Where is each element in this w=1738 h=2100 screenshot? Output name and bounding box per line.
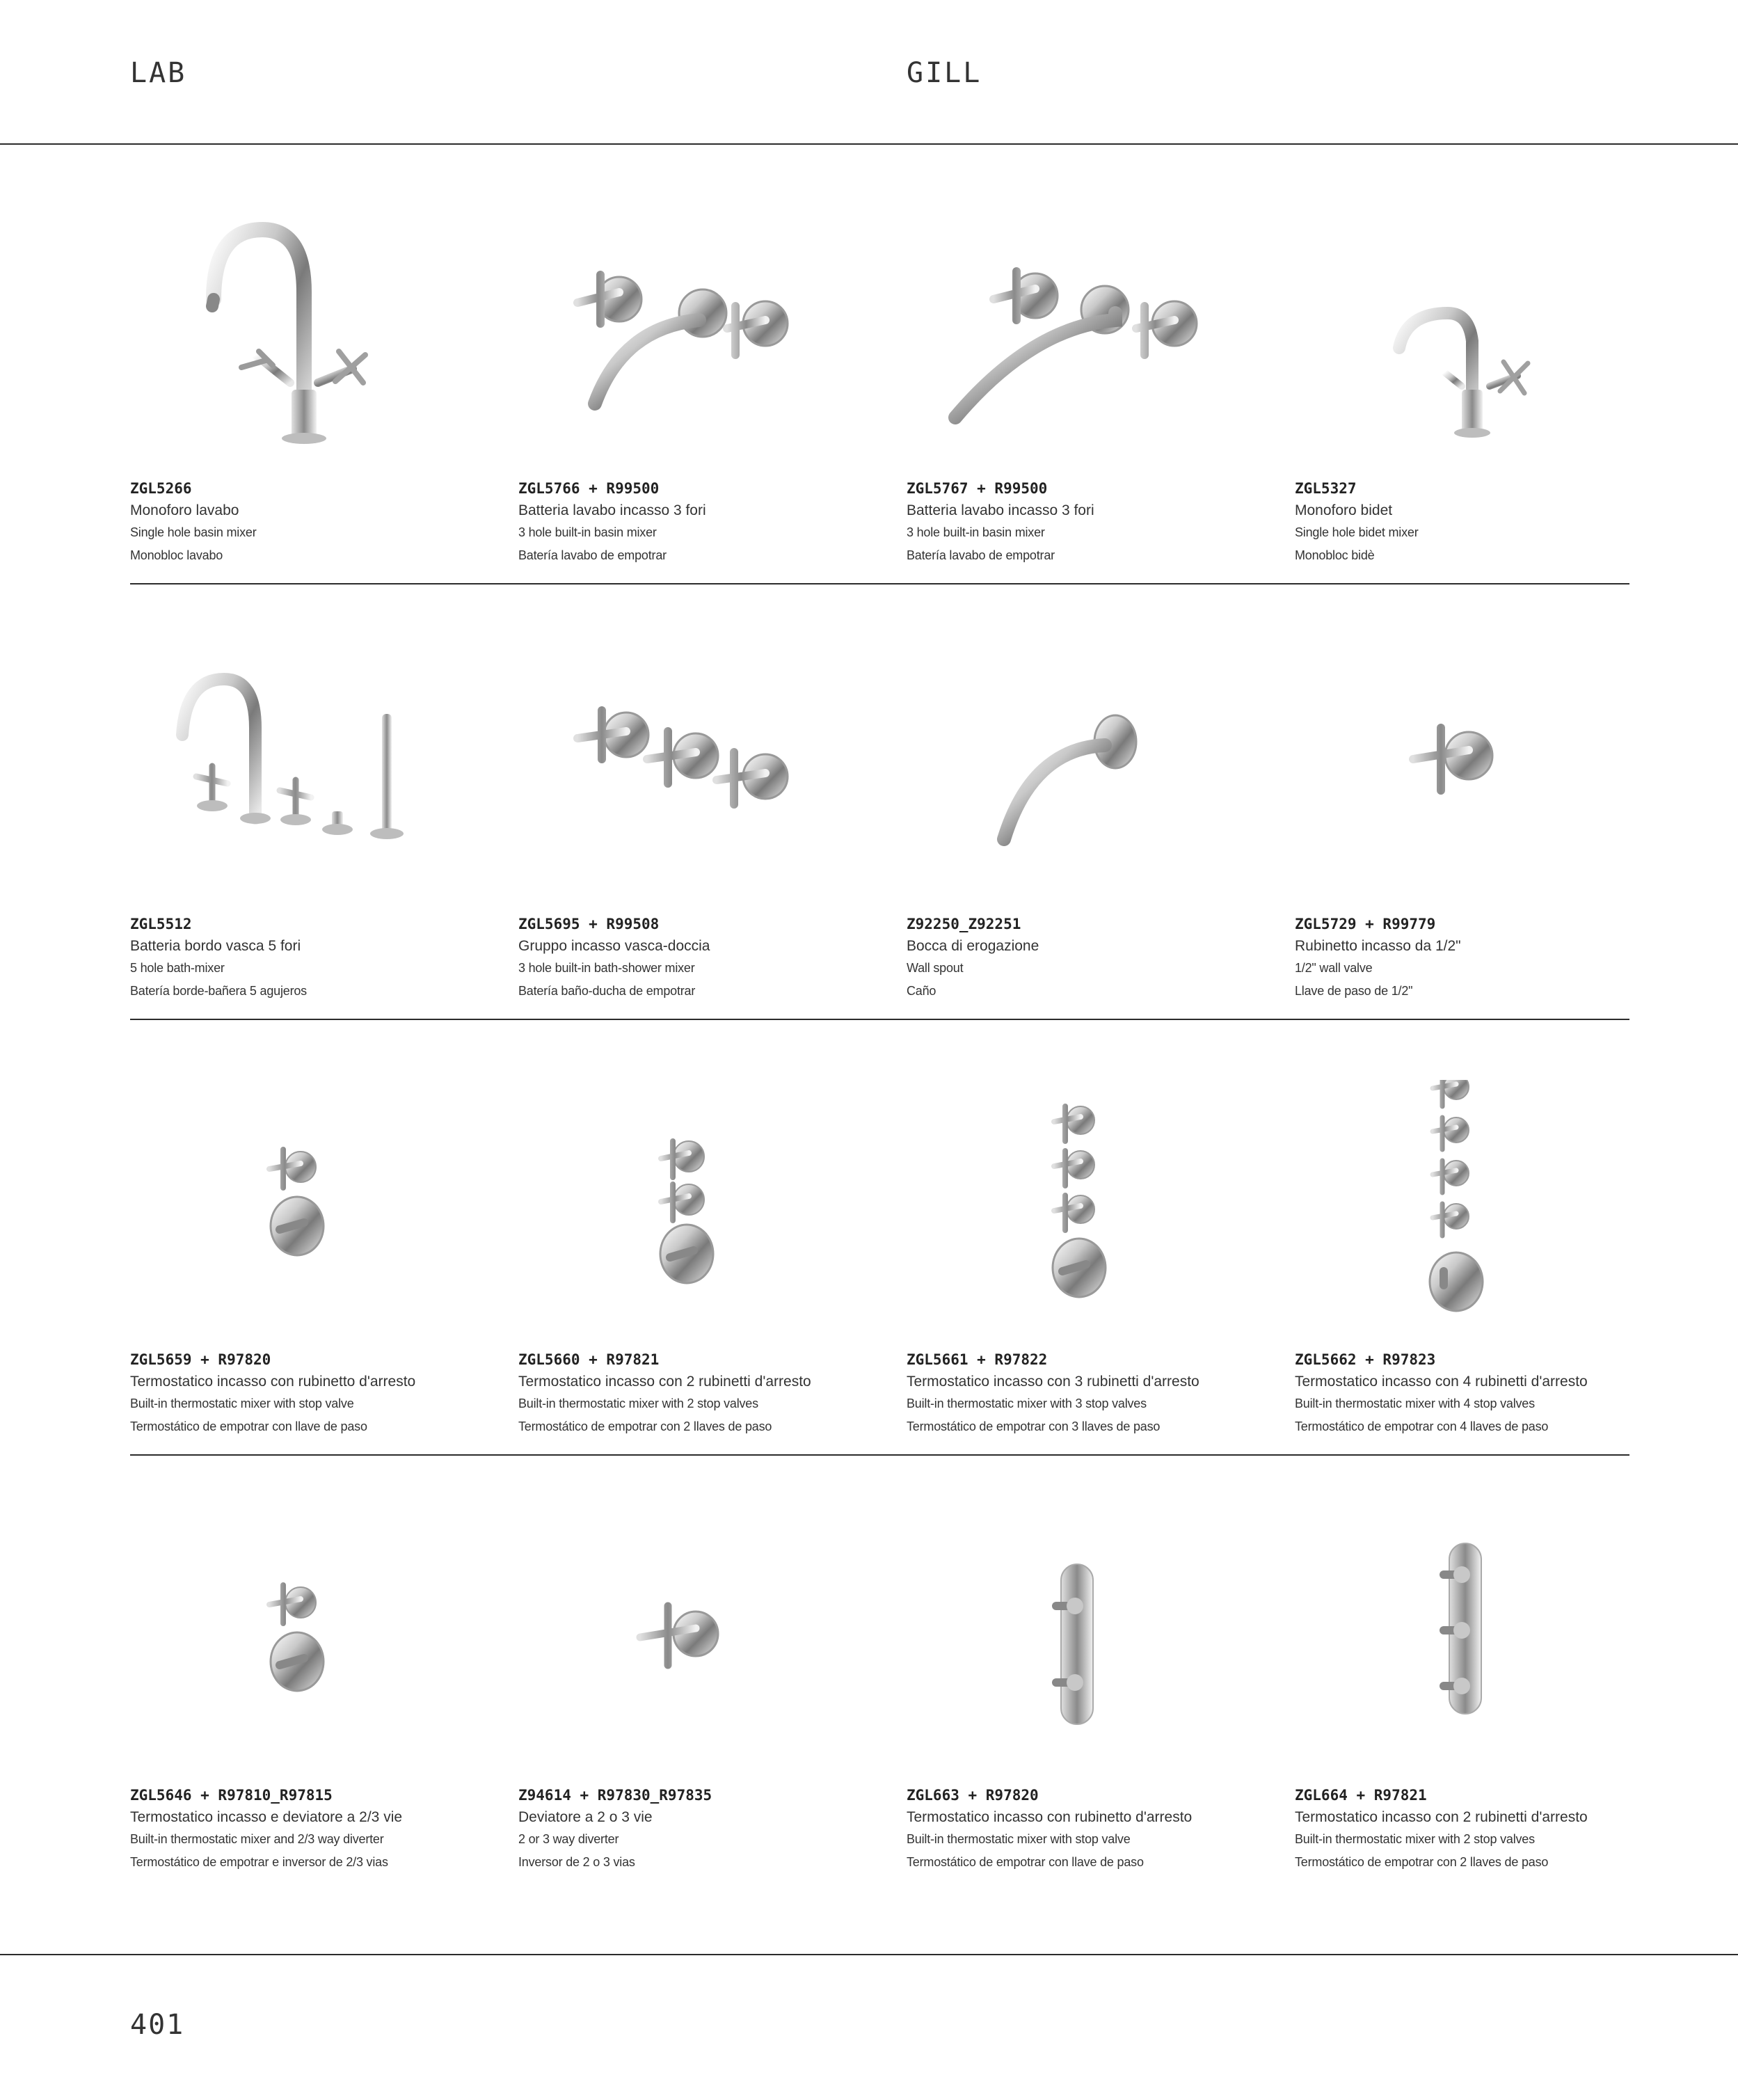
product-code: Z94614 + R97830_R97835 — [518, 1787, 712, 1804]
product-name-en: Built-in thermostatic mixer with stop valve — [130, 1397, 354, 1410]
product-code: ZGL663 + R97820 — [907, 1787, 1039, 1804]
product-name-es: Monobloc lavabo — [130, 548, 223, 562]
product-name-es: Batería lavabo de empotrar — [518, 548, 667, 562]
product-name-it: Termostatico incasso con rubinetto d'arresto — [130, 1374, 416, 1390]
product-code: ZGL664 + R97821 — [1295, 1787, 1427, 1804]
bath-mixer-icon — [130, 644, 506, 895]
header-left: LAB — [130, 57, 187, 89]
product-name-en: 2 or 3 way diverter — [518, 1832, 619, 1846]
product-code: ZGL5766 + R99500 — [518, 480, 660, 497]
product-name-it: Termostatico incasso e deviatore a 2/3 vie — [130, 1809, 403, 1825]
product-name-it: Termostatico incasso con rubinetto d'arresto — [907, 1809, 1193, 1825]
product-code: ZGL5767 + R99500 — [907, 480, 1048, 497]
product-code: ZGL5512 — [130, 916, 192, 932]
product-name-it: Batteria lavabo incasso 3 fori — [907, 502, 1094, 518]
plate-thermostatic-3-knob-icon — [1295, 1516, 1671, 1766]
product-name-es: Monobloc bidè — [1295, 548, 1375, 562]
plate-thermostatic-2-knob-icon — [907, 1516, 1282, 1766]
thermostatic-diverter-icon — [130, 1516, 506, 1766]
product-name-en: Built-in thermostatic mixer with 2 stop valves — [518, 1397, 758, 1410]
product-name-es: Termostático de empotrar con 3 llaves de paso — [907, 1419, 1161, 1433]
product-name-it: Rubinetto incasso da 1/2" — [1295, 938, 1461, 954]
thermostatic-4-valves-icon — [1295, 1080, 1671, 1330]
product-name-it: Monoforo lavabo — [130, 502, 239, 518]
product-code: ZGL5662 + R97823 — [1295, 1351, 1436, 1368]
product-name-es: Llave de paso de 1/2" — [1295, 984, 1413, 998]
product-name-it: Termostatico incasso con 2 rubinetti d'arresto — [518, 1374, 811, 1390]
product-name-es: Caño — [907, 984, 936, 998]
product-name-it: Termostatico incasso con 2 rubinetti d'arresto — [1295, 1809, 1588, 1825]
thermostatic-2-valves-icon — [518, 1080, 894, 1330]
product-code: ZGL5660 + R97821 — [518, 1351, 660, 1368]
wall-valve-icon — [1295, 644, 1671, 895]
product-name-en: 3 hole built-in bath-shower mixer — [518, 961, 695, 975]
product-name-en: Single hole basin mixer — [130, 525, 257, 539]
product-name-it: Bocca di erogazione — [907, 938, 1039, 954]
product-name-en: 3 hole built-in basin mixer — [907, 525, 1045, 539]
product-name-es: Termostático de empotrar con 2 llaves de paso — [1295, 1855, 1549, 1869]
product-name-it: Monoforo bidet — [1295, 502, 1393, 518]
product-name-es: Termostático de empotrar con 2 llaves de paso — [518, 1419, 772, 1433]
thermostatic-1-valve-icon — [130, 1080, 506, 1330]
product-code: ZGL5659 + R97820 — [130, 1351, 271, 1368]
product-code: ZGL5266 — [130, 480, 192, 497]
product-name-es: Batería baño-ducha de empotrar — [518, 984, 696, 998]
product-name-es: Batería borde-bañera 5 agujeros — [130, 984, 307, 998]
product-name-es: Termostático de empotrar con 4 llaves de paso — [1295, 1419, 1549, 1433]
thermostatic-3-valves-icon — [907, 1080, 1282, 1330]
product-name-en: 3 hole built-in basin mixer — [518, 525, 657, 539]
bath-shower-mixer-icon — [518, 644, 894, 895]
product-name-es: Termostático de empotrar con llave de paso — [907, 1855, 1144, 1869]
wall-basin-mixer-icon — [518, 209, 894, 459]
row-divider — [130, 1454, 1629, 1456]
product-name-it: Batteria lavabo incasso 3 fori — [518, 502, 706, 518]
product-name-es: Termostático de empotrar con llave de paso — [130, 1419, 367, 1433]
product-name-it: Batteria bordo vasca 5 fori — [130, 938, 301, 954]
product-name-en: Single hole bidet mixer — [1295, 525, 1419, 539]
product-code: ZGL5661 + R97822 — [907, 1351, 1048, 1368]
product-code: ZGL5327 — [1295, 480, 1357, 497]
row-divider — [130, 583, 1629, 584]
product-name-it: Gruppo incasso vasca-doccia — [518, 938, 710, 954]
diverter-icon — [518, 1516, 894, 1766]
product-name-it: Deviatore a 2 o 3 vie — [518, 1809, 653, 1825]
product-name-en: Wall spout — [907, 961, 964, 975]
product-name-en: Built-in thermostatic mixer with 4 stop valves — [1295, 1397, 1535, 1410]
product-code: ZGL5695 + R99508 — [518, 916, 660, 932]
product-name-en: 1/2" wall valve — [1295, 961, 1373, 975]
product-name-en: Built-in thermostatic mixer with 2 stop valves — [1295, 1832, 1535, 1846]
product-code: ZGL5729 + R99779 — [1295, 916, 1436, 932]
product-name-en: Built-in thermostatic mixer with stop valve — [907, 1832, 1131, 1846]
bidet-mixer-icon — [1295, 209, 1671, 459]
single-hole-basin-mixer-icon — [130, 209, 506, 459]
product-name-es: Termostático de empotrar e inversor de 2/3 vias — [130, 1855, 388, 1869]
wall-spout-icon — [907, 644, 1282, 895]
product-code: Z92250_Z92251 — [907, 916, 1021, 932]
product-name-it: Termostatico incasso con 3 rubinetti d'arresto — [907, 1374, 1199, 1390]
product-name-es: Inversor de 2 o 3 vias — [518, 1855, 635, 1869]
footer-rule — [0, 1954, 1738, 1955]
page-number: 401 — [130, 2009, 185, 2041]
product-code: ZGL5646 + R97810_R97815 — [130, 1787, 333, 1804]
product-name-en: Built-in thermostatic mixer with 3 stop valves — [907, 1397, 1147, 1410]
row-divider — [130, 1019, 1629, 1020]
product-name-it: Termostatico incasso con 4 rubinetti d'arresto — [1295, 1374, 1588, 1390]
header-rule — [0, 143, 1738, 145]
header-right: GILL — [907, 57, 982, 89]
product-name-es: Batería lavabo de empotrar — [907, 548, 1055, 562]
product-name-en: Built-in thermostatic mixer and 2/3 way diverter — [130, 1832, 384, 1846]
product-name-en: 5 hole bath-mixer — [130, 961, 225, 975]
wall-basin-mixer-long-icon — [907, 209, 1282, 459]
